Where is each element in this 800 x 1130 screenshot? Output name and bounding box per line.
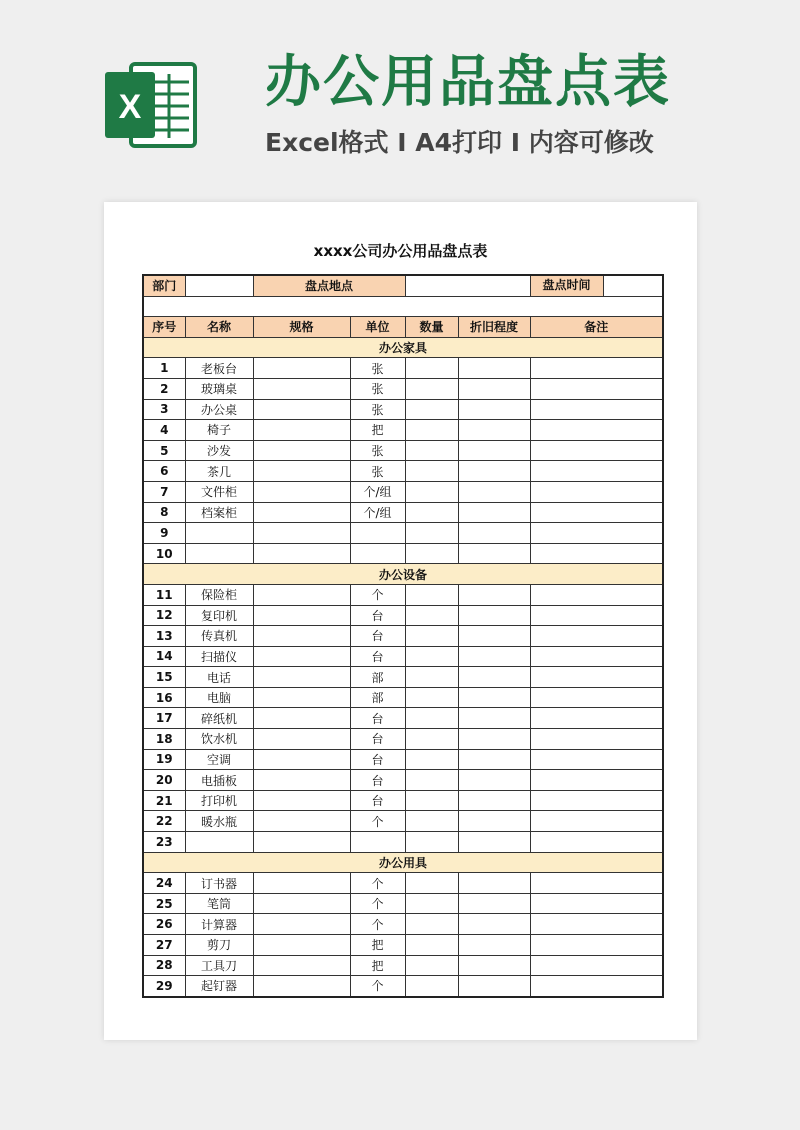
remark-cell[interactable] [530, 914, 663, 935]
table-row [143, 358, 663, 379]
remark-cell[interactable] [530, 584, 663, 605]
depreciation-cell[interactable] [458, 584, 530, 605]
item-name[interactable]: 暖水瓶 [185, 811, 253, 832]
row-number: 1 [143, 358, 185, 379]
row-number: 20 [143, 770, 185, 791]
row-number: 2 [143, 378, 185, 399]
table-row [143, 976, 663, 997]
unit-cell[interactable]: 张 [350, 378, 405, 399]
remark-cell[interactable] [530, 502, 663, 523]
table-row [143, 770, 663, 791]
spec-cell[interactable] [253, 976, 350, 997]
remark-cell[interactable] [530, 605, 663, 626]
row-number: 16 [143, 687, 185, 708]
spec-cell[interactable] [253, 749, 350, 770]
quantity-cell[interactable] [405, 749, 458, 770]
table-row [143, 420, 663, 441]
item-name[interactable]: 玻璃桌 [185, 378, 253, 399]
remark-cell[interactable] [530, 358, 663, 379]
spec-cell[interactable] [253, 708, 350, 729]
row-number: 15 [143, 667, 185, 688]
remark-cell[interactable] [530, 811, 663, 832]
quantity-cell[interactable] [405, 687, 458, 708]
row-number: 13 [143, 626, 185, 647]
time-value[interactable] [604, 276, 663, 296]
quantity-cell[interactable] [405, 935, 458, 956]
depreciation-cell[interactable] [458, 708, 530, 729]
table-row [143, 646, 663, 667]
spec-cell[interactable] [253, 873, 350, 894]
spec-cell[interactable] [253, 399, 350, 420]
table-row [143, 440, 663, 461]
remark-cell[interactable] [530, 523, 663, 544]
unit-cell[interactable]: 台 [350, 646, 405, 667]
row-number: 8 [143, 502, 185, 523]
quantity-cell[interactable] [405, 955, 458, 976]
depreciation-cell[interactable] [458, 811, 530, 832]
item-name[interactable]: 订书器 [185, 873, 253, 894]
spec-cell[interactable] [253, 543, 350, 564]
item-name[interactable] [185, 523, 253, 544]
quantity-cell[interactable] [405, 646, 458, 667]
row-number: 26 [143, 914, 185, 935]
quantity-cell[interactable] [405, 914, 458, 935]
depreciation-cell[interactable] [458, 420, 530, 441]
row-number: 22 [143, 811, 185, 832]
header-row [143, 317, 663, 338]
table-row [143, 667, 663, 688]
spec-cell[interactable] [253, 955, 350, 976]
quantity-cell[interactable] [405, 708, 458, 729]
quantity-cell[interactable] [405, 420, 458, 441]
remark-cell[interactable] [530, 646, 663, 667]
spec-cell[interactable] [253, 584, 350, 605]
quantity-cell[interactable] [405, 440, 458, 461]
item-name[interactable]: 电插板 [185, 770, 253, 791]
quantity-cell[interactable] [405, 893, 458, 914]
time-label: 盘点时间 [531, 276, 604, 296]
depreciation-cell[interactable] [458, 358, 530, 379]
item-name[interactable]: 茶几 [185, 461, 253, 482]
table-row [143, 378, 663, 399]
depreciation-cell[interactable] [458, 914, 530, 935]
unit-cell[interactable]: 张 [350, 440, 405, 461]
category-row [143, 564, 663, 585]
spec-cell[interactable] [253, 502, 350, 523]
item-name[interactable]: 保险柜 [185, 584, 253, 605]
remark-cell[interactable] [530, 976, 663, 997]
depreciation-cell[interactable] [458, 440, 530, 461]
remark-cell[interactable] [530, 481, 663, 502]
item-name[interactable]: 椅子 [185, 420, 253, 441]
table-row [143, 811, 663, 832]
item-name[interactable]: 办公桌 [185, 399, 253, 420]
table-row [143, 914, 663, 935]
quantity-cell[interactable] [405, 358, 458, 379]
item-name[interactable]: 复印机 [185, 605, 253, 626]
quantity-cell[interactable] [405, 584, 458, 605]
item-name[interactable]: 电话 [185, 667, 253, 688]
table-row [143, 687, 663, 708]
remark-cell[interactable] [530, 955, 663, 976]
spec-cell[interactable] [253, 358, 350, 379]
quantity-cell[interactable] [405, 811, 458, 832]
table-row [143, 584, 663, 605]
table-row [143, 543, 663, 564]
remark-cell[interactable] [530, 935, 663, 956]
unit-cell[interactable]: 张 [350, 461, 405, 482]
table-row [143, 790, 663, 811]
unit-cell[interactable]: 张 [350, 358, 405, 379]
table-row [143, 523, 663, 544]
remark-cell[interactable] [530, 399, 663, 420]
category-row [143, 852, 663, 873]
remark-cell[interactable] [530, 770, 663, 791]
remark-cell[interactable] [530, 667, 663, 688]
remark-cell[interactable] [530, 687, 663, 708]
table-row [143, 749, 663, 770]
quantity-cell[interactable] [405, 770, 458, 791]
sheet-title: xxxx公司办公用品盘点表 [313, 242, 488, 260]
table-row [143, 893, 663, 914]
unit-cell[interactable]: 个 [350, 811, 405, 832]
item-name[interactable]: 工具刀 [185, 955, 253, 976]
unit-cell[interactable]: 台 [350, 729, 405, 750]
row-number: 19 [143, 749, 185, 770]
unit-cell[interactable]: 台 [350, 605, 405, 626]
quantity-cell[interactable] [405, 399, 458, 420]
category-label: 办公用具 [143, 852, 663, 873]
remark-cell[interactable] [530, 832, 663, 853]
unit-cell[interactable]: 个 [350, 976, 405, 997]
item-name[interactable]: 档案柜 [185, 502, 253, 523]
row-number: 10 [143, 543, 185, 564]
remark-cell[interactable] [530, 708, 663, 729]
item-name[interactable]: 笔筒 [185, 893, 253, 914]
row-number: 6 [143, 461, 185, 482]
table-row [143, 481, 663, 502]
item-name[interactable]: 打印机 [185, 790, 253, 811]
unit-cell[interactable]: 台 [350, 626, 405, 647]
item-name[interactable]: 老板台 [185, 358, 253, 379]
quantity-cell[interactable] [405, 523, 458, 544]
quantity-cell[interactable] [405, 667, 458, 688]
remark-cell[interactable] [530, 893, 663, 914]
spec-cell[interactable] [253, 770, 350, 791]
category-label: 办公设备 [143, 564, 663, 585]
depreciation-cell[interactable] [458, 667, 530, 688]
table-row [143, 461, 663, 482]
unit-cell[interactable]: 台 [350, 708, 405, 729]
depreciation-cell[interactable] [458, 543, 530, 564]
column-header: 备注 [530, 317, 663, 338]
depreciation-cell[interactable] [458, 481, 530, 502]
spec-cell[interactable] [253, 378, 350, 399]
excel-icon [103, 60, 203, 150]
info-row [143, 275, 663, 296]
dept-value[interactable] [185, 275, 253, 296]
depreciation-cell[interactable] [458, 893, 530, 914]
quantity-cell[interactable] [405, 502, 458, 523]
unit-cell[interactable] [350, 523, 405, 544]
depreciation-cell[interactable] [458, 729, 530, 750]
row-number: 17 [143, 708, 185, 729]
spec-cell[interactable] [253, 440, 350, 461]
item-name[interactable] [185, 832, 253, 853]
quantity-cell[interactable] [405, 790, 458, 811]
depreciation-cell[interactable] [458, 832, 530, 853]
depreciation-cell[interactable] [458, 687, 530, 708]
table-row [143, 502, 663, 523]
depreciation-cell[interactable] [458, 770, 530, 791]
depreciation-cell[interactable] [458, 461, 530, 482]
column-header: 折旧程度 [458, 317, 530, 338]
item-name[interactable]: 电脑 [185, 687, 253, 708]
table-row [143, 832, 663, 853]
depreciation-cell[interactable] [458, 626, 530, 647]
table-row [143, 935, 663, 956]
table-row [143, 955, 663, 976]
row-number: 21 [143, 790, 185, 811]
column-header: 数量 [405, 317, 458, 338]
spec-cell[interactable] [253, 461, 350, 482]
spec-cell[interactable] [253, 626, 350, 647]
unit-cell[interactable]: 台 [350, 749, 405, 770]
table-row [143, 708, 663, 729]
spec-cell[interactable] [253, 811, 350, 832]
spec-cell[interactable] [253, 523, 350, 544]
depreciation-cell[interactable] [458, 605, 530, 626]
unit-cell[interactable] [350, 832, 405, 853]
table-row [143, 873, 663, 894]
spec-cell[interactable] [253, 481, 350, 502]
unit-cell[interactable]: 张 [350, 399, 405, 420]
spec-cell[interactable] [253, 646, 350, 667]
row-number: 14 [143, 646, 185, 667]
item-name[interactable]: 空调 [185, 749, 253, 770]
table-row [143, 729, 663, 750]
item-name[interactable]: 剪刀 [185, 935, 253, 956]
row-number: 29 [143, 976, 185, 997]
row-number: 25 [143, 893, 185, 914]
remark-cell[interactable] [530, 729, 663, 750]
time-cell [530, 275, 663, 296]
remark-cell[interactable] [530, 873, 663, 894]
row-number: 4 [143, 420, 185, 441]
category-row [143, 337, 663, 358]
depreciation-cell[interactable] [458, 646, 530, 667]
table-row [143, 399, 663, 420]
depreciation-cell[interactable] [458, 873, 530, 894]
remark-cell[interactable] [530, 420, 663, 441]
unit-cell[interactable]: 部 [350, 687, 405, 708]
row-number: 7 [143, 481, 185, 502]
location-label: 盘点地点 [253, 275, 405, 296]
row-number: 9 [143, 523, 185, 544]
row-number: 27 [143, 935, 185, 956]
quantity-cell[interactable] [405, 543, 458, 564]
item-name[interactable]: 碎纸机 [185, 708, 253, 729]
depreciation-cell[interactable] [458, 502, 530, 523]
row-number: 11 [143, 584, 185, 605]
depreciation-cell[interactable] [458, 399, 530, 420]
column-header: 名称 [185, 317, 253, 338]
row-number: 12 [143, 605, 185, 626]
column-header: 单位 [350, 317, 405, 338]
item-name[interactable]: 起钉器 [185, 976, 253, 997]
unit-cell[interactable]: 个 [350, 914, 405, 935]
spec-cell[interactable] [253, 935, 350, 956]
spec-cell[interactable] [253, 729, 350, 750]
item-name[interactable] [185, 543, 253, 564]
unit-cell[interactable]: 个 [350, 584, 405, 605]
row-number: 24 [143, 873, 185, 894]
banner-subtitle: Excel格式 I A4打印 I 内容可修改 [265, 128, 654, 157]
spec-cell[interactable] [253, 420, 350, 441]
remark-cell[interactable] [530, 749, 663, 770]
depreciation-cell[interactable] [458, 955, 530, 976]
dept-label: 部门 [143, 275, 185, 296]
row-number: 23 [143, 832, 185, 853]
unit-cell[interactable]: 台 [350, 770, 405, 791]
depreciation-cell[interactable] [458, 935, 530, 956]
remark-cell[interactable] [530, 790, 663, 811]
depreciation-cell[interactable] [458, 749, 530, 770]
category-label: 办公家具 [143, 337, 663, 358]
column-header: 序号 [143, 317, 185, 338]
location-value[interactable] [405, 275, 530, 296]
remark-cell[interactable] [530, 461, 663, 482]
spec-cell[interactable] [253, 605, 350, 626]
item-name[interactable]: 传真机 [185, 626, 253, 647]
remark-cell[interactable] [530, 543, 663, 564]
item-name[interactable]: 计算器 [185, 914, 253, 935]
quantity-cell[interactable] [405, 378, 458, 399]
spec-cell[interactable] [253, 914, 350, 935]
quantity-cell[interactable] [405, 605, 458, 626]
spec-cell[interactable] [253, 790, 350, 811]
row-number: 3 [143, 399, 185, 420]
quantity-cell[interactable] [405, 626, 458, 647]
excel-icon-letter: X [118, 88, 142, 126]
unit-cell[interactable]: 把 [350, 935, 405, 956]
spec-cell[interactable] [253, 832, 350, 853]
spec-cell[interactable] [253, 687, 350, 708]
item-name[interactable]: 扫描仪 [185, 646, 253, 667]
sheet-paper [104, 202, 697, 1040]
unit-cell[interactable]: 个/组 [350, 481, 405, 502]
spec-cell[interactable] [253, 667, 350, 688]
unit-cell[interactable]: 个/组 [350, 502, 405, 523]
item-name[interactable]: 文件柜 [185, 481, 253, 502]
unit-cell[interactable]: 把 [350, 420, 405, 441]
depreciation-cell[interactable] [458, 378, 530, 399]
banner-title: 办公用品盘点表 [265, 50, 671, 115]
table-row [143, 626, 663, 647]
quantity-cell[interactable] [405, 481, 458, 502]
item-name[interactable]: 沙发 [185, 440, 253, 461]
unit-cell[interactable]: 个 [350, 873, 405, 894]
quantity-cell[interactable] [405, 976, 458, 997]
depreciation-cell[interactable] [458, 790, 530, 811]
spacer-row [143, 296, 663, 317]
unit-cell[interactable]: 台 [350, 790, 405, 811]
quantity-cell[interactable] [405, 832, 458, 853]
quantity-cell[interactable] [405, 873, 458, 894]
remark-cell[interactable] [530, 440, 663, 461]
column-header: 规格 [253, 317, 350, 338]
row-number: 5 [143, 440, 185, 461]
remark-cell[interactable] [530, 378, 663, 399]
remark-cell[interactable] [530, 626, 663, 647]
quantity-cell[interactable] [405, 461, 458, 482]
unit-cell[interactable] [350, 543, 405, 564]
row-number: 28 [143, 955, 185, 976]
unit-cell[interactable]: 部 [350, 667, 405, 688]
depreciation-cell[interactable] [458, 523, 530, 544]
item-name[interactable]: 饮水机 [185, 729, 253, 750]
unit-cell[interactable]: 把 [350, 955, 405, 976]
inventory-table [142, 274, 664, 998]
unit-cell[interactable]: 个 [350, 893, 405, 914]
spec-cell[interactable] [253, 893, 350, 914]
quantity-cell[interactable] [405, 729, 458, 750]
row-number: 18 [143, 729, 185, 750]
depreciation-cell[interactable] [458, 976, 530, 997]
table-row [143, 605, 663, 626]
